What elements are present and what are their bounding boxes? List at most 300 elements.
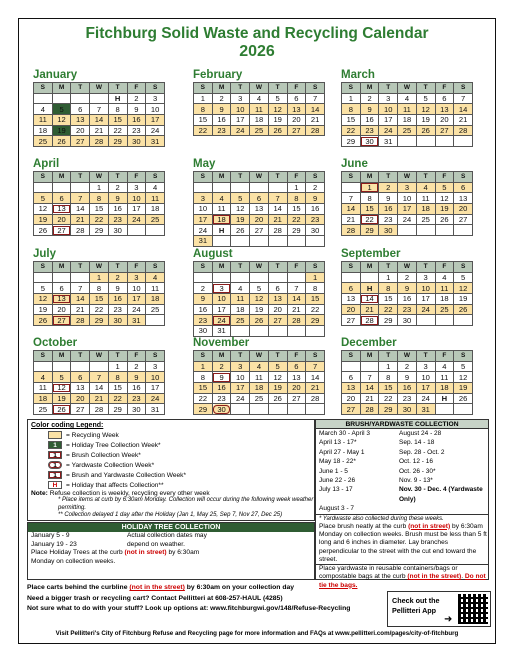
day-cell: 22	[360, 214, 379, 225]
day-cell: 4	[34, 372, 53, 383]
weekday-header: S	[454, 262, 473, 273]
day-cell: 29	[379, 404, 398, 415]
day-cell: 2	[398, 361, 417, 372]
day-cell: 19	[268, 115, 287, 126]
day-cell: 9	[194, 294, 213, 305]
empty-cell	[435, 136, 454, 147]
day-cell: 29	[90, 315, 109, 326]
day-cell: 10	[194, 204, 213, 215]
day-cell: 5	[250, 283, 269, 294]
arrow-right-icon: ➜	[444, 614, 453, 625]
day-cell: 25	[34, 136, 53, 147]
day-cell: 27	[287, 393, 306, 404]
star-note-2: ** Collection delayed 1 day after the Holiday (Jan 1, May 25, Sep 7, Nov 27, Dec 25)	[58, 512, 283, 518]
day-cell: 11	[416, 193, 435, 204]
day-cell: 3	[194, 193, 213, 204]
day-cell: 23	[398, 393, 417, 404]
day-cell: 25	[398, 125, 417, 136]
day-cell: 22	[379, 304, 398, 315]
brush-date: March 30 - April 3	[319, 430, 370, 437]
weekday-header: S	[146, 83, 165, 94]
day-cell: 26	[454, 304, 473, 315]
day-cell: 21	[71, 304, 90, 315]
brush-date	[399, 504, 491, 513]
day-cell: 31	[146, 136, 165, 147]
day-cell: 5	[231, 193, 250, 204]
day-cell: 4	[146, 272, 165, 283]
tree-row-2: January 19 - 23 depend on weather.	[31, 540, 185, 548]
day-cell: 30	[379, 225, 398, 236]
weekday-header: M	[360, 262, 379, 273]
empty-cell	[416, 136, 435, 147]
empty-cell	[250, 236, 269, 247]
weekday-header: S	[34, 351, 53, 362]
day-cell: 13	[435, 104, 454, 115]
day-cell: 14	[306, 372, 325, 383]
day-cell: 12	[52, 115, 71, 126]
day-cell: 2	[212, 93, 231, 104]
weekday-header: T	[108, 262, 127, 273]
empty-cell	[268, 404, 287, 415]
empty-cell	[306, 404, 325, 415]
day-cell: 14	[268, 204, 287, 215]
brush-dates	[316, 429, 488, 514]
day-cell: 15	[360, 204, 379, 215]
month-june	[341, 158, 473, 236]
day-cell: 19	[34, 304, 53, 315]
weekday-header: T	[231, 351, 250, 362]
empty-cell	[306, 326, 325, 337]
day-cell: 18	[416, 204, 435, 215]
day-cell: 23	[108, 214, 127, 225]
day-cell: 11	[250, 372, 269, 383]
day-cell: 5	[268, 361, 287, 372]
day-cell: 26	[52, 136, 71, 147]
day-cell: 23	[212, 125, 231, 136]
day-cell: 27	[435, 125, 454, 136]
weekday-header: F	[435, 172, 454, 183]
day-cell: 29	[194, 404, 213, 415]
day-cell: 24	[146, 393, 165, 404]
bigger-cart: Need a bigger trash or recycling cart? Contact Pellitteri at 608-257-HAUL (4285)	[27, 594, 283, 602]
day-cell: 14	[90, 383, 109, 394]
weekday-header: T	[108, 172, 127, 183]
day-cell: 3	[379, 93, 398, 104]
day-cell: 19	[454, 383, 473, 394]
month-april	[33, 158, 165, 236]
day-cell: 10	[231, 372, 250, 383]
day-cell: 5	[268, 93, 287, 104]
empty-cell	[398, 136, 417, 147]
empty-cell	[231, 236, 250, 247]
day-cell: 4	[212, 193, 231, 204]
day-cell: 10	[127, 193, 146, 204]
cart-placement: Place carts behind the curbline (not in the street) by 6:30am on your collection day	[27, 584, 295, 591]
day-cell: 10	[416, 372, 435, 383]
day-cell: 15	[90, 204, 109, 215]
empty-cell	[287, 272, 306, 283]
yardwaste-instructions: Place yardwaste in reusable containers/bags or compostable bags at the curb (not in the street). Do not tie the bags.	[316, 564, 488, 590]
month-july	[33, 248, 165, 326]
day-cell: 20	[342, 393, 361, 404]
day-cell: 22	[287, 214, 306, 225]
day-cell: 9	[212, 372, 231, 383]
day-cell: 25	[416, 214, 435, 225]
day-cell: 26	[435, 214, 454, 225]
day-cell: 3	[146, 93, 165, 104]
day-cell: 18	[250, 383, 269, 394]
day-cell: 17	[416, 294, 435, 305]
day-cell: 28	[268, 225, 287, 236]
weekday-header: S	[342, 351, 361, 362]
day-cell: 12	[454, 372, 473, 383]
day-cell: 26	[34, 315, 53, 326]
weekday-header: T	[379, 172, 398, 183]
day-cell: 27	[342, 404, 361, 415]
weekday-header: S	[306, 351, 325, 362]
empty-cell	[34, 272, 53, 283]
day-cell: 5	[454, 361, 473, 372]
day-cell: 12	[34, 204, 53, 215]
day-cell: 26	[52, 404, 71, 415]
day-cell: 28	[71, 225, 90, 236]
day-cell: 23	[127, 393, 146, 404]
day-cell: 21	[306, 383, 325, 394]
empty-cell	[231, 404, 250, 415]
empty-cell	[90, 93, 109, 104]
day-cell: 23	[379, 214, 398, 225]
day-cell: 12	[416, 104, 435, 115]
day-cell: 30	[194, 326, 213, 337]
empty-cell	[287, 404, 306, 415]
visit-link[interactable]: Visit Pellitteri's City of Fitchburg Refuse and Recycling page for more information and FAQs at www.pellitteri.com/pages/city-of-fitchburg	[55, 630, 459, 637]
legend-item-yardwaste: 1 = Yardwaste Collection Week*	[48, 460, 314, 470]
tree-instructions-2: Monday on collection weeks.	[31, 557, 116, 565]
day-cell: 2	[127, 93, 146, 104]
weekday-header: S	[146, 262, 165, 273]
weekday-header: M	[360, 172, 379, 183]
day-cell: 17	[379, 115, 398, 126]
day-cell: 5	[52, 104, 71, 115]
empty-cell	[416, 315, 435, 326]
day-cell: 9	[212, 104, 231, 115]
day-cell: 2	[398, 272, 417, 283]
day-cell: 10	[416, 283, 435, 294]
day-cell: 5	[416, 93, 435, 104]
day-cell: 4	[250, 93, 269, 104]
weekday-header: T	[71, 172, 90, 183]
day-cell: 7	[71, 283, 90, 294]
day-cell: 24	[416, 304, 435, 315]
app-promo[interactable]	[387, 591, 491, 627]
day-cell: 8	[90, 283, 109, 294]
day-cell: 25	[146, 304, 165, 315]
day-cell: 9	[127, 104, 146, 115]
weekday-header: F	[287, 172, 306, 183]
day-cell: 14	[454, 104, 473, 115]
day-cell: 31	[212, 326, 231, 337]
day-cell: 16	[127, 383, 146, 394]
day-cell: 24	[231, 393, 250, 404]
day-cell: 27	[52, 225, 71, 236]
weekday-header: T	[231, 83, 250, 94]
day-cell: 20	[250, 214, 269, 225]
month-name: February	[193, 69, 243, 81]
day-cell: 8	[194, 372, 213, 383]
weekday-header: T	[71, 262, 90, 273]
day-cell: 13	[71, 115, 90, 126]
month-may	[193, 158, 325, 247]
day-cell: 3	[146, 361, 165, 372]
day-cell: 22	[194, 393, 213, 404]
day-cell: 29	[306, 315, 325, 326]
recycling-swatch	[48, 431, 62, 439]
month-december	[341, 337, 473, 415]
day-cell: 15	[108, 115, 127, 126]
weekday-header: S	[454, 351, 473, 362]
month-name: December	[341, 337, 397, 349]
day-cell: 17	[127, 204, 146, 215]
day-cell: 10	[231, 104, 250, 115]
day-cell: 20	[71, 393, 90, 404]
day-cell: 26	[454, 393, 473, 404]
brush-date: August 3 - 7	[319, 505, 355, 513]
brush-date: May 18 - 22*	[319, 458, 356, 466]
weekday-header: T	[71, 83, 90, 94]
empty-cell	[34, 93, 53, 104]
day-cell: 25	[250, 125, 269, 136]
legend-item-tree: 1 = Holiday Tree Collection Week*	[48, 440, 314, 450]
day-cell: 5	[454, 272, 473, 283]
brush-note: * Yardwaste also collected during these weeks.	[316, 514, 488, 523]
weekday-header: T	[108, 351, 127, 362]
brush-date: Oct. 26 - 30*	[399, 467, 436, 475]
day-cell: 30	[398, 404, 417, 415]
day-cell: 27	[342, 315, 361, 326]
day-cell: 24	[379, 125, 398, 136]
day-cell: 22	[108, 125, 127, 136]
day-cell: 14	[287, 294, 306, 305]
holiday-swatch: H	[48, 481, 62, 489]
day-cell: 10	[398, 193, 417, 204]
empty-cell	[268, 182, 287, 193]
empty-cell	[71, 182, 90, 193]
day-cell: 7	[268, 193, 287, 204]
legend-item-brush: 1 = Brush Collection Week*	[48, 450, 314, 460]
weekday-header: S	[146, 172, 165, 183]
weekday-header: T	[108, 83, 127, 94]
day-cell: 13	[287, 104, 306, 115]
legend-item-holiday: H = Holiday that affects Collection**	[48, 480, 314, 490]
day-cell: 22	[90, 214, 109, 225]
day-cell: 10	[212, 294, 231, 305]
empty-cell	[416, 225, 435, 236]
qr-code-icon[interactable]	[458, 594, 488, 624]
day-cell: 23	[360, 125, 379, 136]
day-cell: 4	[435, 361, 454, 372]
day-cell: 21	[342, 214, 361, 225]
weekday-header: W	[398, 351, 417, 362]
weekday-header: T	[231, 172, 250, 183]
weekday-header: M	[360, 83, 379, 94]
day-cell: 16	[108, 294, 127, 305]
day-cell: 5	[34, 193, 53, 204]
day-cell: 2	[379, 182, 398, 193]
legend-item-recycling: = Recycling Week	[48, 430, 314, 440]
empty-cell	[454, 315, 473, 326]
day-cell: 11	[435, 283, 454, 294]
weekday-header: T	[379, 351, 398, 362]
day-cell: 28	[360, 404, 379, 415]
day-cell: 6	[71, 372, 90, 383]
day-cell: 15	[90, 294, 109, 305]
day-cell: 22	[379, 393, 398, 404]
day-cell: 9	[398, 372, 417, 383]
day-cell: 27	[268, 315, 287, 326]
day-cell: 10	[379, 104, 398, 115]
weekday-header: S	[306, 262, 325, 273]
day-cell: 25	[34, 404, 53, 415]
day-cell: 19	[52, 125, 71, 136]
day-cell: 21	[71, 214, 90, 225]
month-january	[33, 69, 165, 147]
day-cell: 22	[342, 125, 361, 136]
month-march	[341, 69, 473, 147]
day-cell: 25	[231, 315, 250, 326]
lookup-options: Not sure what to do with your stuff? Look up options at: www.fitchburgwi.gov/148/Refuse-Recycling	[27, 605, 351, 612]
day-cell: 3	[212, 283, 231, 294]
empty-cell	[231, 272, 250, 283]
day-cell: 8	[379, 283, 398, 294]
star-note-1: * Place items at curb by 6:30am Monday. Collection will occur during the following week weather permitting.	[58, 497, 314, 511]
day-cell: 24	[416, 393, 435, 404]
weekday-header: T	[416, 262, 435, 273]
day-cell: 31	[146, 404, 165, 415]
empty-cell	[212, 182, 231, 193]
day-cell: 20	[287, 115, 306, 126]
empty-cell	[71, 93, 90, 104]
day-cell: 17	[212, 304, 231, 315]
day-cell: 28	[90, 404, 109, 415]
day-cell: 12	[268, 372, 287, 383]
weekday-header: W	[250, 262, 269, 273]
legend-title: Color coding Legend:	[31, 422, 104, 429]
weekday-header: F	[127, 83, 146, 94]
brush-yard-swatch: 1	[48, 471, 62, 479]
day-cell: 6	[342, 283, 361, 294]
empty-cell	[287, 236, 306, 247]
weekday-header: M	[360, 351, 379, 362]
day-cell: 18	[34, 125, 53, 136]
weekday-header: S	[194, 262, 213, 273]
empty-cell	[52, 361, 71, 372]
weekday-header: W	[250, 351, 269, 362]
day-cell: 21	[306, 115, 325, 126]
day-cell: 2	[108, 272, 127, 283]
yardwaste-swatch: 1	[48, 461, 62, 469]
day-cell: 6	[268, 283, 287, 294]
empty-cell	[52, 182, 71, 193]
day-cell: 21	[90, 393, 109, 404]
day-cell: 13	[52, 204, 71, 215]
month-name: August	[193, 248, 233, 260]
day-cell: 27	[250, 225, 269, 236]
empty-cell	[435, 225, 454, 236]
empty-cell	[212, 272, 231, 283]
day-cell: 16	[212, 383, 231, 394]
day-cell: H	[212, 225, 231, 236]
empty-cell	[435, 315, 454, 326]
brush-date: Sep. 28 - Oct. 2	[399, 448, 445, 456]
day-cell: 14	[71, 204, 90, 215]
weekday-header: S	[194, 83, 213, 94]
day-cell: 30	[108, 315, 127, 326]
day-cell: 7	[342, 193, 361, 204]
day-cell: 9	[108, 193, 127, 204]
day-cell: 15	[379, 383, 398, 394]
day-cell: 8	[360, 193, 379, 204]
day-cell: 25	[146, 214, 165, 225]
day-cell: 2	[360, 93, 379, 104]
weekday-header: M	[52, 351, 71, 362]
weekday-header: W	[250, 83, 269, 94]
weekday-header: M	[212, 351, 231, 362]
day-cell: 6	[52, 283, 71, 294]
empty-cell	[454, 136, 473, 147]
day-cell: 20	[342, 304, 361, 315]
empty-cell	[34, 182, 53, 193]
weekday-header: F	[127, 351, 146, 362]
day-cell: 14	[90, 115, 109, 126]
day-cell: 4	[416, 182, 435, 193]
weekday-header: W	[398, 83, 417, 94]
day-cell: 11	[146, 283, 165, 294]
day-cell: 8	[342, 104, 361, 115]
day-cell: 11	[212, 204, 231, 215]
day-cell: 19	[52, 393, 71, 404]
day-cell: 7	[90, 372, 109, 383]
day-cell: 17	[231, 115, 250, 126]
day-cell: 3	[231, 93, 250, 104]
day-cell: 2	[306, 182, 325, 193]
weekday-header: M	[52, 83, 71, 94]
day-cell: 9	[306, 193, 325, 204]
empty-cell	[250, 326, 269, 337]
weekday-header: T	[379, 83, 398, 94]
day-cell: 18	[435, 294, 454, 305]
day-cell: 19	[435, 204, 454, 215]
day-cell: 29	[379, 315, 398, 326]
weekday-header: T	[268, 351, 287, 362]
day-cell: 6	[287, 93, 306, 104]
day-cell: 16	[194, 304, 213, 315]
day-cell: 13	[250, 204, 269, 215]
weekday-header: T	[416, 172, 435, 183]
day-cell: 19	[416, 115, 435, 126]
empty-cell	[454, 404, 473, 415]
brush-date: Nov. 9 - 13*	[399, 477, 433, 485]
weekday-header: W	[250, 172, 269, 183]
day-cell: 15	[194, 383, 213, 394]
day-cell: 17	[398, 204, 417, 215]
month-october	[33, 337, 165, 415]
weekday-header: T	[268, 172, 287, 183]
day-cell: 3	[416, 272, 435, 283]
day-cell: 2	[108, 182, 127, 193]
empty-cell	[71, 361, 90, 372]
empty-cell	[454, 225, 473, 236]
day-cell: 18	[212, 214, 231, 225]
